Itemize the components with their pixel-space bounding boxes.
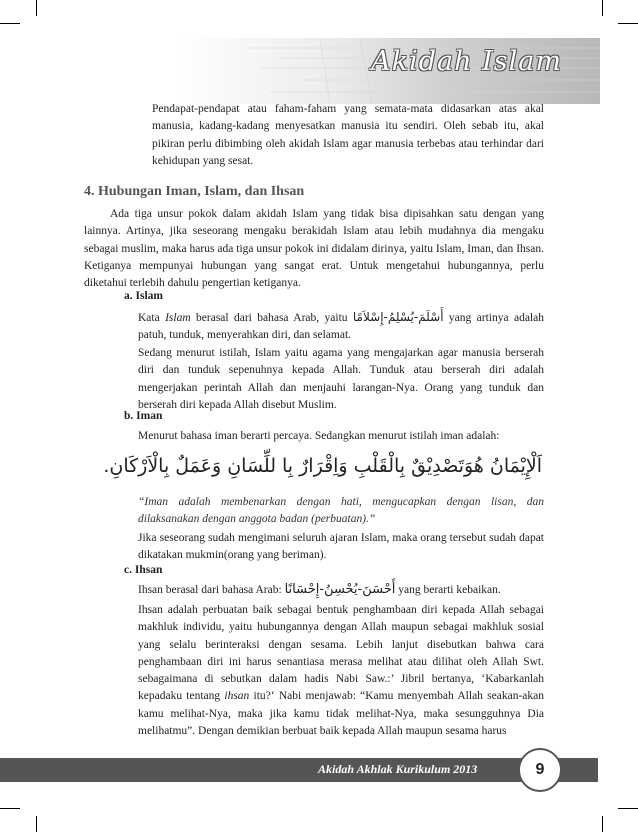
iman-quote: “Iman adalah membenarkan dengan hati, mengucapkan dengan lisan, dan dilaksanakan dengan anggota badan (perbuatan).” <box>138 496 544 526</box>
ihsan-paragraph-2 <box>138 602 544 740</box>
crop-mark <box>36 0 37 16</box>
subheading-islam: a. Islam <box>124 290 163 302</box>
text: berasal dari bahasa Arab, yaitu <box>190 312 353 324</box>
arabic-islam: أَسْلَمَ-يُسْلِمُ-إِسْلاَمًا <box>352 310 444 324</box>
crop-mark <box>618 23 638 24</box>
crop-mark <box>602 0 603 16</box>
intro-paragraph: Pendapat-pendapat atau faham-faham yang semata-mata didasarkan atas akal manusia, kadang-kadang menyesatkan manusia itu sendiri. Oleh sebab itu, akal pikiran perlu dibimbing oleh akidah Islam agar manusia terbebas atau terhindar dari kehidupan yang sesat. <box>152 103 544 167</box>
section-heading: 4. Hubungan Iman, Islam, dan Ihsan <box>84 184 305 199</box>
section-paragraph: Ada tiga unsur pokok dalam akidah Islam yang tidak bisa dipisahkan satu dengan yang lainnya. Artinya, jika seseorang mengaku berakidah Islam atau lebih mudahnya dia mengaku sebagai muslim, maka harus ada tiga unsur pokok ini didalam dirinya, yaitu Islam, Iman, dan Ihsan. Ketiganya mempunyai hubungan yang sangat erat. Untuk mengetahui hubungannya, perlu diketahui terlebih dahulu pengertian ketiganya. <box>84 208 544 290</box>
text: itu?‘ Nabi menjawab: “Kamu menyembah Allah seakan-akan kamu melihat-Nya, maka jika kamu tidak melihat-Nya, maka sesungguhnya Dia melihatmu”. Dengan demikian berbuat baik kepada Allah maupun sesama harus <box>138 690 544 738</box>
crop-mark <box>602 816 603 832</box>
arabic-iman-definition: اَلْإِيْمَانُ هُوَتَصْدِيْقٌ بِالْقَلْبِ وَاِقْرَارٌ بِا للِّسَانِ وَعَمَلٌ بِالْاَرْكَانِ. <box>103 455 542 477</box>
footer-bar <box>0 758 598 782</box>
text: Ihsan berasal dari bahasa Arab: <box>138 584 285 596</box>
subheading-ihsan: c. Ihsan <box>124 564 163 576</box>
term-islam: Islam <box>165 312 191 324</box>
text: Ihsan adalah perbuatan baik sebagai bentuk penghambaan diri kepada Allah sebagai makhluk individu, yaitu hubungannya dengan Allah maupun sebagai makhluk sosial yang selalu berinteraksi dengan sesama. Lebih lanjut disebutkan bahwa cara penghambaan diri ini harus senantiasa merasa melihat atau dilihat oleh Allah Swt. sebagaimana di sebutkan dalam hadis Nabi Saw.:’ Jibril bertanya, ‘Kabarkanlah kepadaku tentang <box>138 604 544 703</box>
text: yang berarti kebaikan. <box>395 584 501 596</box>
term-ihsan: ihsan <box>224 690 250 703</box>
arabic-ihsan: أَحْسَنَ-يُحْسِنُ-إِحْسَانًا <box>284 582 396 597</box>
crop-mark <box>618 808 638 809</box>
ihsan-paragraph-1 <box>138 581 544 599</box>
header-title: Akidah Islam <box>371 46 562 77</box>
text: Kata <box>138 312 166 324</box>
footer-title: Akidah Akhlak Kurikulum 2013 <box>318 762 478 776</box>
islam-paragraph-1 <box>138 309 544 345</box>
iman-paragraph-2: Jika seseorang sudah mengimani seluruh ajaran Islam, maka orang tersebut sudah dapat dikatakan mukmin(orang yang beriman). <box>138 532 544 562</box>
text: yang artinya adalah patuh, tunduk, menyerahkan diri, dan selamat. <box>138 312 544 342</box>
page-number: 9 <box>518 748 562 792</box>
iman-paragraph-1: Menurut bahasa iman berarti percaya. Sedangkan menurut istilah iman adalah: <box>138 430 500 442</box>
crop-mark <box>0 23 20 24</box>
crop-mark <box>0 808 20 809</box>
subheading-iman: b. Iman <box>124 410 163 422</box>
islam-paragraph-2: Sedang menurut istilah, Islam yaitu agama yang mengajarkan agar manusia berserah diri dan tunduk sepenuhnya kepada Allah. Tunduk atau berserah diri adalah mengerjakan perintah Allah dan menjauhi larangan-Nya. Orang yang tunduk dan berserah diri kepada Allah disebut Muslim. <box>138 347 544 411</box>
crop-mark <box>36 816 37 832</box>
